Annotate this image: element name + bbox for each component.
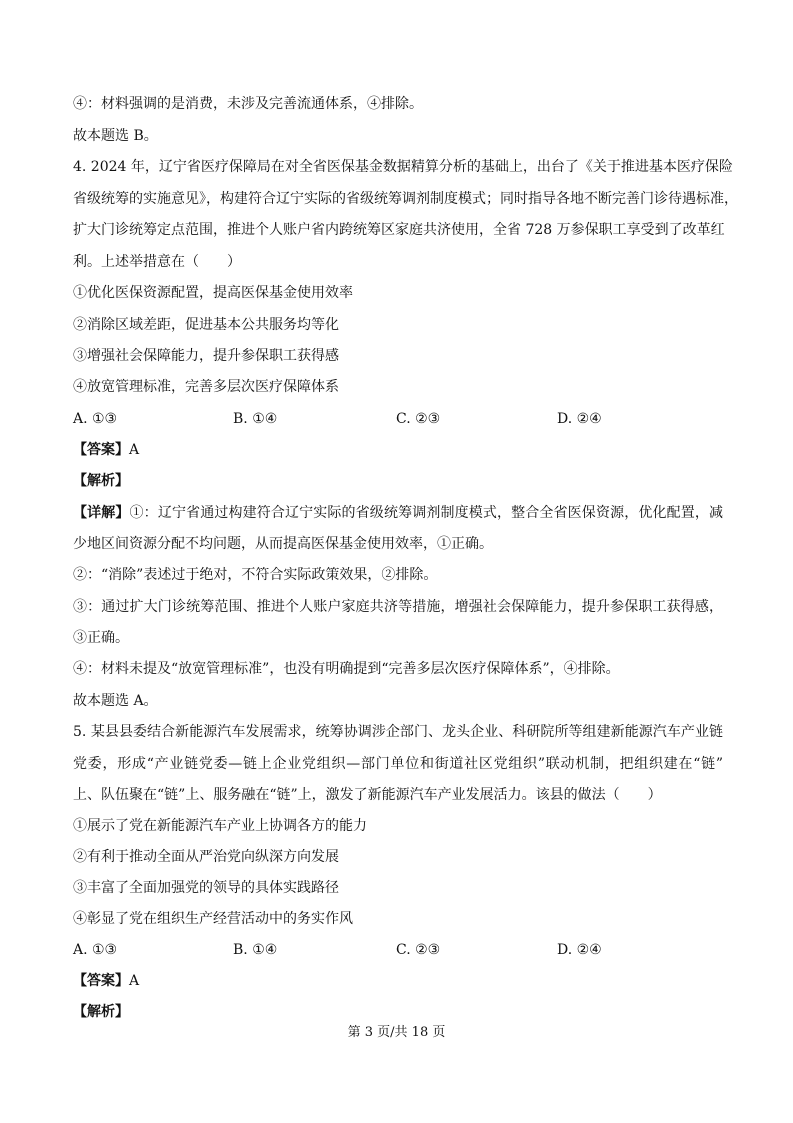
q5-answer-line xyxy=(73,972,139,990)
q4-conclusion: 故本题选 A。 xyxy=(73,693,158,709)
q5-analysis-tag: 【解析】 xyxy=(73,1004,129,1020)
q5-option-b: B. ①④ xyxy=(233,942,278,958)
q5-statement-1: ①展示了党在新能源汽车产业上协调各方的能力 xyxy=(73,818,367,834)
q5-option-a: A. ①③ xyxy=(73,942,118,958)
q4-detail-line-1 xyxy=(73,504,723,522)
q5-statement-2: ②有利于推动全面从严治党向纵深方向发展 xyxy=(73,849,339,865)
prev-conclusion: 故本题选 B。 xyxy=(73,128,158,144)
q4-option-c: C. ②③ xyxy=(396,411,441,427)
q4-stem-line-1: 4. 2024 年，辽宁省医疗保障局在对全省医保基金数据精算分析的基础上，出台了《关于推进基本医疗保险 xyxy=(73,159,733,175)
q4-detail-tag: 【详解】 xyxy=(73,505,130,521)
q4-detail-line-2: 少地区间资源分配不均问题，从而提高医保基金使用效率，①正确。 xyxy=(73,536,493,552)
q4-option-a: A. ①③ xyxy=(73,411,118,427)
q5-answer-tag: 【答案】 xyxy=(73,973,129,989)
q4-analysis-tag: 【解析】 xyxy=(73,473,129,489)
prev-analysis-line-4: ④：材料强调的是消费，未涉及完善流通体系，④排除。 xyxy=(73,96,423,112)
q4-statement-1: ①优化医保资源配置，提高医保基金使用效率 xyxy=(73,285,353,301)
q4-detail-line-3: ②：“消除”表述过于绝对，不符合实际政策效果，②排除。 xyxy=(73,567,438,583)
q4-answer-line xyxy=(73,441,139,459)
q5-answer-value: A xyxy=(129,973,140,989)
q4-stem-line-3: 扩大门诊统筹定点范围，推进个人账户省内跨统筹区家庭共济使用，全省 728 万参保职工享受到了改革红 xyxy=(73,222,725,238)
q4-detail-line-5: ③正确。 xyxy=(73,630,129,646)
q5-statement-4: ④彰显了党在组织生产经营活动中的务实作风 xyxy=(73,911,353,927)
q4-detail-line-6: ④：材料未提及“放宽管理标准”，也没有明确提到“完善多层次医疗保障体系”，④排除。 xyxy=(73,661,620,677)
q5-statement-3: ③丰富了全面加强党的领导的具体实践路径 xyxy=(73,880,339,896)
q4-statement-3: ③增强社会保障能力，提升参保职工获得感 xyxy=(73,348,339,364)
q4-stem-line-4: 利。上述举措意在（ ） xyxy=(73,254,241,270)
q4-detail-text-1: ①：辽宁省通过构建符合辽宁实际的省级统筹调剂制度模式，整合全省医保资源，优化配置，减 xyxy=(129,505,724,521)
q4-stem-line-2: 省级统筹的实施意见》，构建符合辽宁实际的省级统筹调剂制度模式；同时指导各地不断完善门诊待遇标准， xyxy=(73,191,738,207)
q5-stem-line-2: 党委，形成“产业链党委—链上企业党组织—部门单位和街道社区党组织”联动机制，把组织建在“链” xyxy=(73,756,723,772)
q4-answer-value: A xyxy=(129,442,140,458)
q4-answer-tag: 【答案】 xyxy=(73,442,129,458)
q4-option-b: B. ①④ xyxy=(233,411,278,427)
q5-option-c: C. ②③ xyxy=(396,942,441,958)
q5-option-d: D. ②④ xyxy=(557,942,602,958)
q4-statement-4: ④放宽管理标准，完善多层次医疗保障体系 xyxy=(73,379,339,395)
q4-statement-2: ②消除区域差距，促进基本公共服务均等化 xyxy=(73,317,339,333)
page-number-footer: 第 3 页/共 18 页 xyxy=(347,1025,446,1040)
q4-option-d: D. ②④ xyxy=(557,411,602,427)
q5-stem-line-1: 5. 某县县委结合新能源汽车发展需求，统筹协调涉企部门、龙头企业、科研院所等组建新能源汽车产业链 xyxy=(73,724,723,740)
q4-detail-line-4: ③：通过扩大门诊统筹范围、推进个人账户家庭共济等措施，增强社会保障能力，提升参保职工获得感， xyxy=(73,599,723,615)
q5-stem-line-3: 上、队伍聚在“链”上、服务融在“链”上，激发了新能源汽车产业发展活力。该县的做法（ ） xyxy=(73,787,662,803)
